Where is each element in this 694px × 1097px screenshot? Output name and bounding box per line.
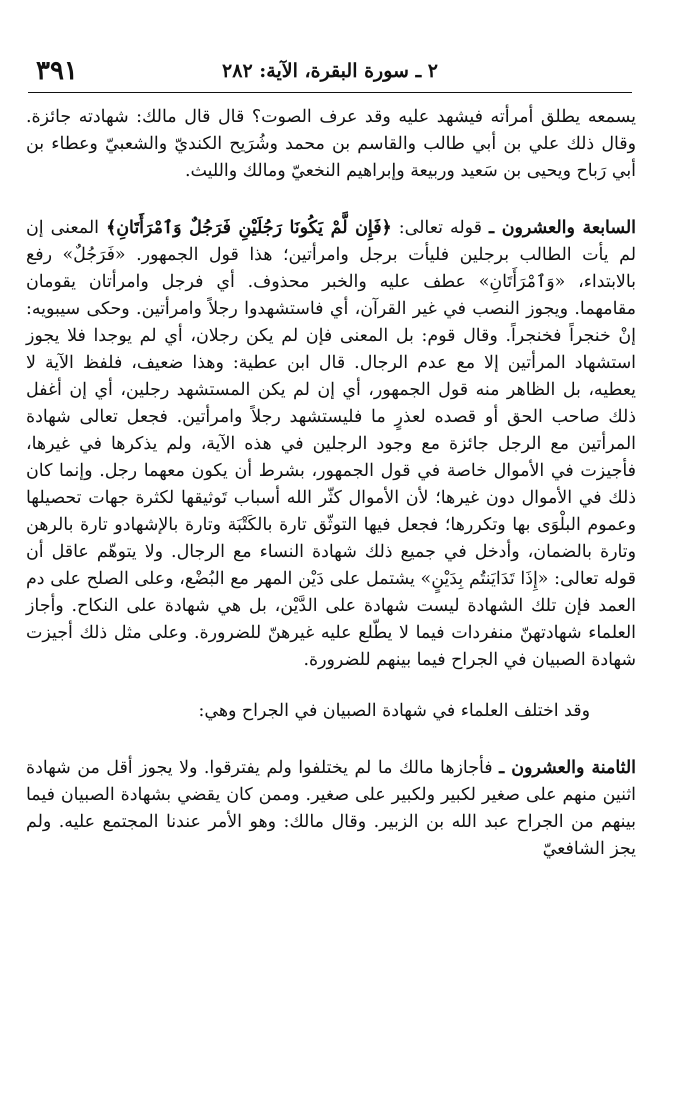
paragraph-4-text: فأجازها مالك ما لم يختلفوا ولم يفترقوا. ولا يجوز أقل من شهادة اثنين منهم على صغير لكبير ولكبير على صغير. وممن كان يقضي بشهادة الصبيان فيما بينهم من الجراح عبد الله بن الزبير. وقال مالك: وهو الأمر عندنا المجتمع عليه. ولم يجز الشافعيّ — [26, 758, 636, 859]
paragraph-gap — [26, 725, 636, 755]
paragraph-1 — [26, 104, 636, 185]
quran-verse: ﴿فَإِن لَّمْ يَكُونَا رَجُلَيْنِ فَرَجُلٌ وَٱمْرَأَتَانِ﴾ — [106, 218, 392, 238]
paragraph-1-text: يسمعه يطلق أمرأته فيشهد عليه وقد عرف الصوت؟ قال قال مالك: شهادته جائزة. وقال ذلك علي بن أبي طالب والقاسم بن محمد وشُرَيح الكنديّ والشعبيّ وعطاء بن أبي رَباح ويحيى بن سَعيد وربيعة وإبراهيم النخعيّ ومالك والليث. — [26, 107, 636, 181]
paragraph-gap — [26, 185, 636, 215]
section-28-heading: الثامنة والعشرون ـ — [499, 758, 637, 778]
section-27-heading: السابعة والعشرون ـ — [489, 218, 636, 238]
paragraph-gap — [26, 674, 636, 698]
paragraph-2-intro: قوله تعالى: — [391, 218, 490, 238]
body-text — [26, 104, 636, 863]
running-title: ٢ ـ سورة البقرة، الآية: ٢٨٢ — [222, 60, 438, 82]
page-header — [28, 56, 632, 93]
paragraph-3-text: وقد اختلف العلماء في شهادة الصبيان في الجراح وهي: — [198, 701, 590, 721]
page-number: ٣٩١ — [36, 56, 78, 86]
paragraph-3 — [26, 698, 636, 725]
paragraph-2 — [26, 215, 636, 674]
paragraph-2-text: المعنى إن لم يأت الطالب برجلين فليأت برجل وامرأتين؛ هذا قول الجمهور. «فَرَجُلٌ» رفع بالابتداء، «وَٱمْرَأَتَانِ» عطف عليه والخبر محذوف. أي فرجل وامرأتان يقومان مقامهما. ويجوز النصب في غير القرآن، أي فاستشهدوا رجلاً وامرأتين. وحكى سيبويه: إنْ خنجراً فخنجراً. وقال قوم: بل المعنى فإن لم يكن رجلان، أي لم يوجدا فلا يجوز استشهاد المرأتين إلا مع عدم الرجال. قال ابن عطية: وهذا ضعيف، فلفظ الآية لا يعطيه، بل الظاهر منه قول الجمهور، أي إن لم يكن المستشهد رجلين، أي إن أغفل ذلك صاحب الحق أو قصده لعذرٍ ما فليستشهد رجلاً وامرأتين. فجعل تعالى شهادة المرأتين مع الرجل جائزة مع وجود الرجلين في هذه الآية، ولم يذكرها في غيرها، فأجيزت في الأموال خاصة في قول الجمهور، بشرط أن يكون معهما رجل. وإنما كان ذلك في الأموال دون غيرها؛ لأن الأموال كثّر الله أسباب تَوثيقها لكثرة جهات تحصيلها وعموم البلْوَى بها وتكررها؛ فجعل فيها التوثّق تارة بالكَتْبَة وتارة بالإشهادو تارة بالرهن وتارة بالضمان، وأدخل في جميع ذلك شهادة النساء مع الرجال. ولا يتوهّم عاقل أن قوله تعالى: «إِذَا تَدَايَنتُم بِدَيْنٍ» يشتمل على دَيْن المهر مع البُضْع، وعلى الصلح على دم العمد فإن تلك الشهادة ليست شهادة على الدَّيْن، بل هي شهادة على النكاح. وأجاز العلماء شهادتهنّ منفردات فيما لا يطّلع عليه غيرهنّ للضرورة. وعلى مثل ذلك أجيزت شهادة الصبيان في الجراح فيما بينهم للضرورة. — [26, 218, 636, 670]
paragraph-4 — [26, 755, 636, 863]
